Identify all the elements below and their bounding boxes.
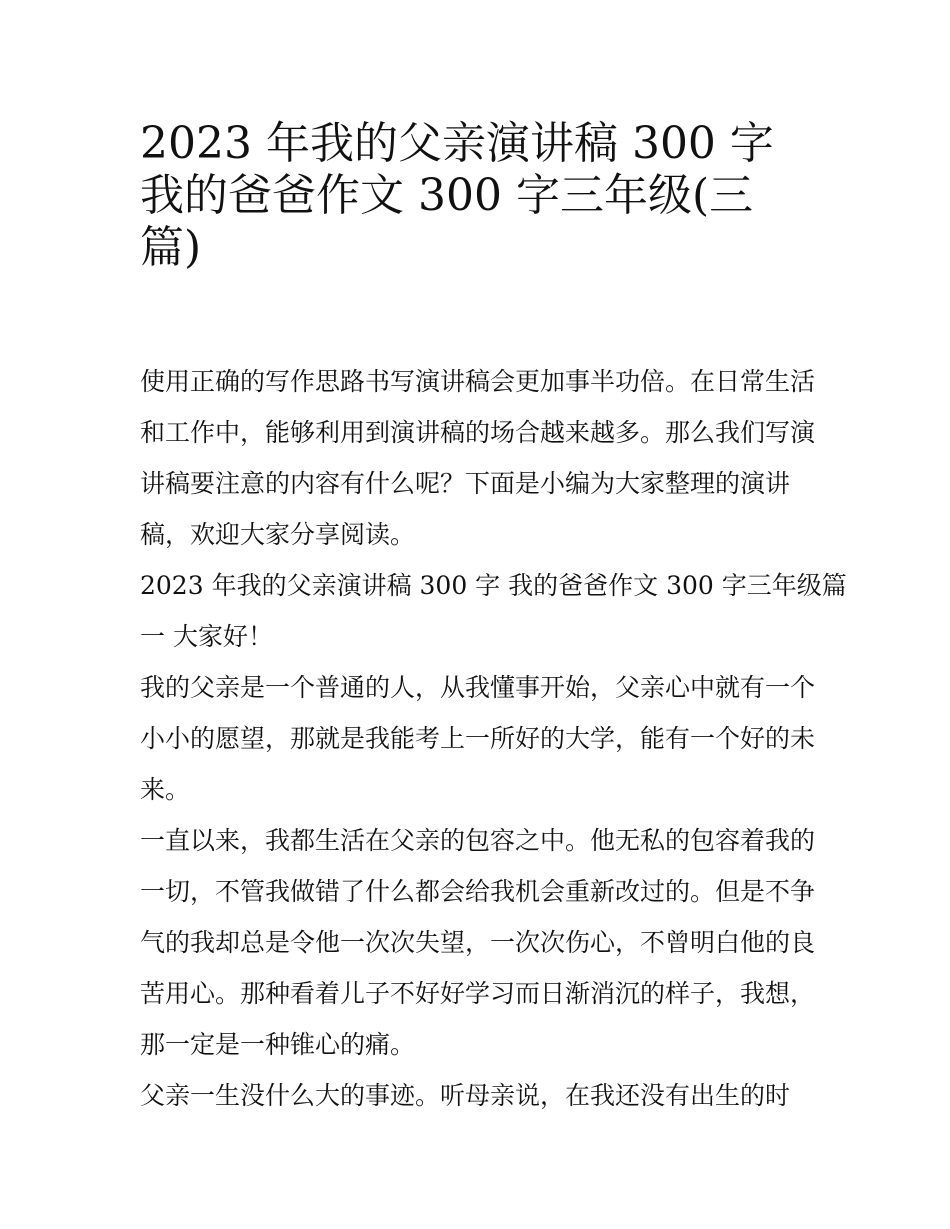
title-line-2: 我的爸爸作文 300 字三年级(三 [140,170,754,221]
body-line: 稿，欢迎大家分享阅读。 [140,520,416,549]
body-line: 使用正确的写作思路书写演讲稿会更加事半功倍。在日常生活 [140,367,816,396]
body-line: 父亲一生没什么大的事迹。听母亲说，在我还没有出生的时 [140,1081,791,1110]
title-line-3: 篇) [140,222,202,273]
body-line: 那一定是一种锥心的痛。 [140,1030,416,1059]
section-heading-line: 2023 年我的父亲演讲稿 300 字 我的爸爸作文 300 字三年级篇 [140,571,847,600]
body-line: 讲稿要注意的内容有什么呢？下面是小编为大家整理的演讲 [140,469,791,498]
body-line: 气的我却总是令他一次次失望，一次次伤心，不曾明白他的良 [140,928,816,957]
document-title [140,118,820,274]
body-line: 一切，不管我做错了什么都会给我机会重新改过的。但是不争 [140,877,816,906]
body-line: 小小的愿望，那就是我能考上一所好的大学，能有一个好的未 [140,724,816,753]
body-line: 苦用心。那种看着儿子不好好学习而日渐消沉的样子，我想， [140,979,816,1008]
body-line: 一直以来，我都生活在父亲的包容之中。他无私的包容着我的 [140,826,816,855]
body-line: 和工作中，能够利用到演讲稿的场合越来越多。那么我们写演 [140,418,816,447]
title-line-1: 2023 年我的父亲演讲稿 300 字 [140,118,774,169]
body-line: 来。 [140,775,191,804]
body-line: 一 大家好！ [140,622,273,651]
document-body [140,356,847,1121]
body-line: 我的父亲是一个普通的人，从我懂事开始，父亲心中就有一个 [140,673,816,702]
